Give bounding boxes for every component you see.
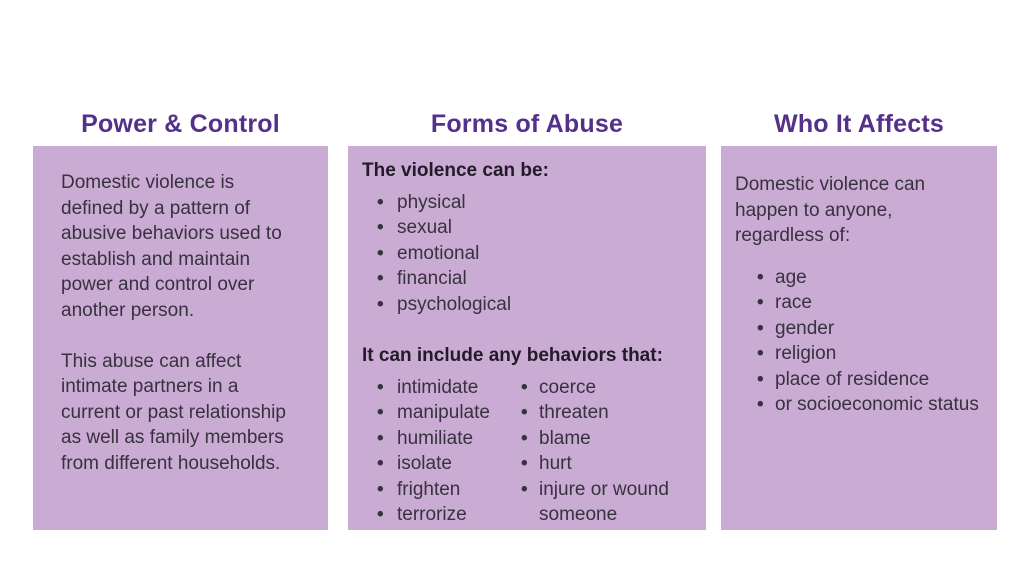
list-item: • gender [735,316,983,342]
list-item: • frighten [362,477,510,503]
list-item: • humiliate [362,426,510,452]
list-item: • hurt [510,451,692,477]
behaviors-list-left [362,375,510,528]
list-item: • injure or wound someone [510,477,692,528]
column-header-who-it-affects: Who It Affects [774,110,944,138]
list-item: • emotional [362,241,692,267]
list-item: • manipulate [362,400,510,426]
behaviors-lists-container [362,375,692,528]
content-box-who-it-affects [721,146,997,530]
list-item: • or socioeconomic status [735,392,983,418]
behaviors-heading: It can include any behaviors that: [362,345,663,366]
list-item: • race [735,290,983,316]
column-header-power-and-control: Power & Control [81,110,280,138]
list-item: • sexual [362,215,692,241]
power-control-paragraph-2: This abuse can affect intimate partners in a current or past relationship as well as family members from different households. [61,350,286,474]
behaviors-list-right [510,375,692,528]
content-box-forms-of-abuse [348,146,706,530]
list-item: • intimidate [362,375,510,401]
list-item: • terrorize [362,502,510,528]
violence-types-list [362,190,692,318]
list-item: • psychological [362,292,692,318]
list-item: • blame [510,426,692,452]
content-box-power-and-control [33,146,328,530]
list-item: • coerce [510,375,692,401]
affected-groups-list [735,265,983,418]
violence-types-heading: The violence can be: [362,160,549,181]
column-header-forms-of-abuse: Forms of Abuse [430,110,624,138]
list-item: • religion [735,341,983,367]
list-item: • age [735,265,983,291]
list-item: • financial [362,266,692,292]
list-item: • isolate [362,451,510,477]
who-it-affects-intro: Domestic violence can happen to anyone, regardless of: [735,174,926,246]
list-item: • physical [362,190,692,216]
list-item: • threaten [510,400,692,426]
power-control-paragraph-1: Domestic violence is defined by a pattern of abusive behaviors used to establish and maintain power and control over another person. [61,172,282,321]
list-item: • place of residence [735,367,983,393]
